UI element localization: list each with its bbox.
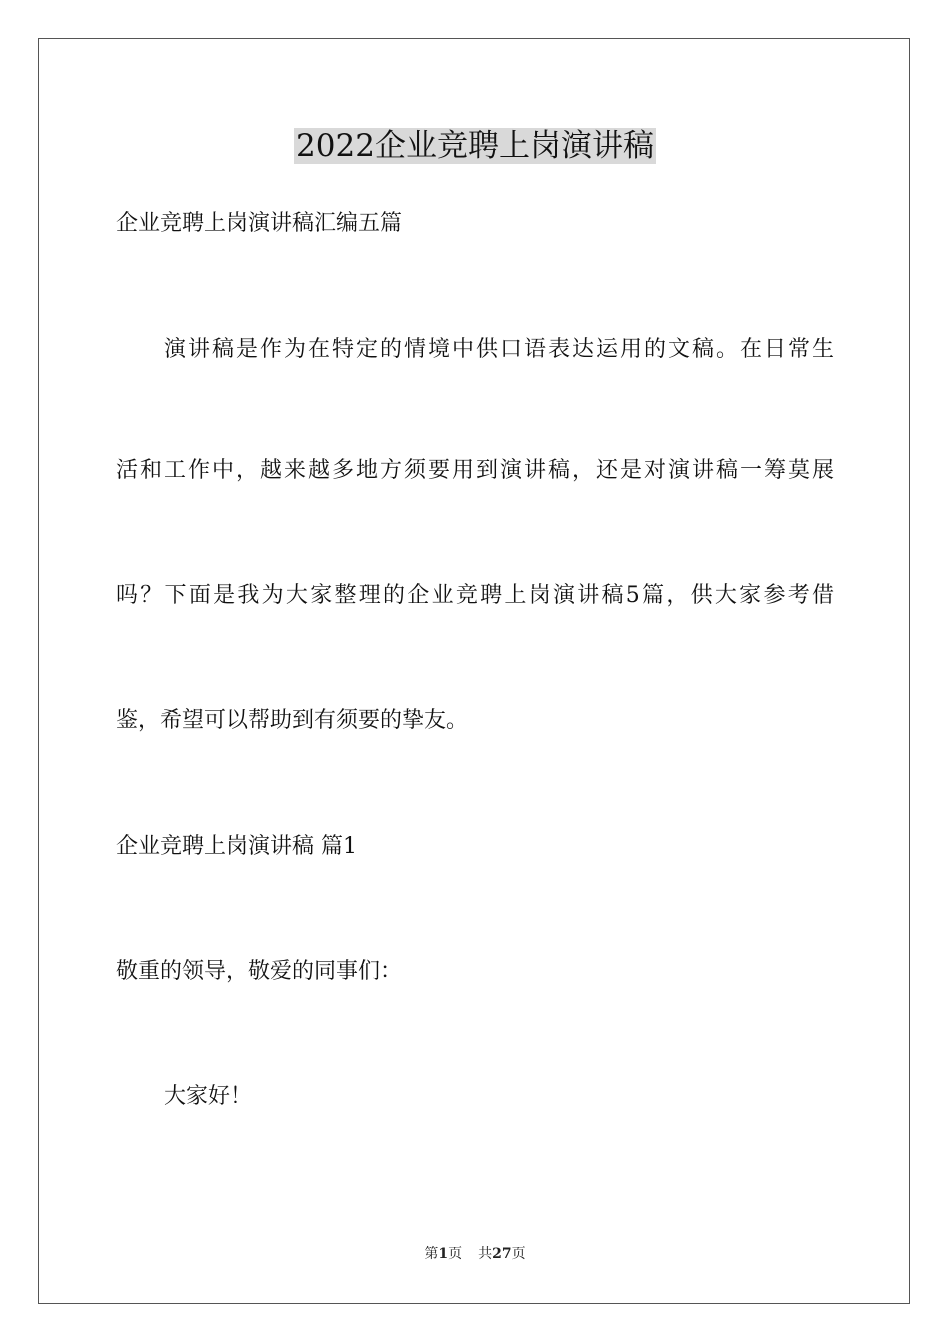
- salutation: 敬重的领导，敬爱的同事们：: [116, 959, 403, 984]
- intro-paragraph-line-1: 演讲稿是作为在特定的情境中供口语表达运用的文稿。在日常生: [164, 337, 834, 362]
- section-heading: 企业竞聘上岗演讲稿 篇1: [116, 834, 357, 859]
- footer-total-suffix: 页: [511, 1246, 526, 1262]
- intro-paragraph-line-4: 鉴，希望可以帮助到有须要的挚友。: [116, 708, 469, 733]
- document-title-text: 2022企业竞聘上岗演讲稿: [296, 128, 654, 164]
- intro-paragraph-line-2: 活和工作中，越来越多地方须要用到演讲稿，还是对演讲稿一筹莫展: [116, 458, 834, 483]
- document-subtitle: 企业竞聘上岗演讲稿汇编五篇: [116, 211, 403, 236]
- greeting: 大家好！: [164, 1084, 253, 1109]
- footer-total-prefix: 共: [478, 1246, 493, 1262]
- intro-paragraph-line-3: 吗？下面是我为大家整理的企业竞聘上岗演讲稿5篇，供大家参考借: [116, 583, 834, 608]
- document-title: [0, 124, 950, 168]
- footer-total-pages: 27: [492, 1246, 512, 1262]
- footer-page-suffix: 页: [448, 1246, 463, 1262]
- footer-page-prefix: 第: [424, 1246, 439, 1262]
- footer-page-number: 1: [438, 1246, 449, 1262]
- page-footer: [0, 1244, 950, 1264]
